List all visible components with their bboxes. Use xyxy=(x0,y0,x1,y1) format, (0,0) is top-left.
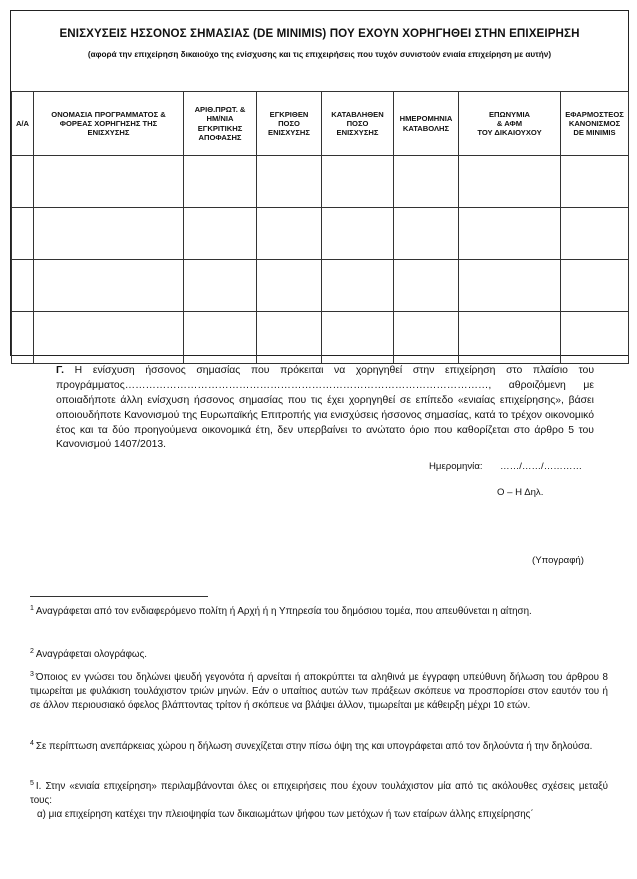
header-line: ΦΟΡΕΑΣ ΧΟΡΗΓΗΣΗΣ ΤΗΣ xyxy=(59,118,158,128)
header-line: ΕΓΚΡΙΘΕΝ xyxy=(269,109,309,119)
table-cell[interactable] xyxy=(12,312,34,364)
table-header-row xyxy=(12,92,629,156)
table-cell[interactable] xyxy=(257,208,322,260)
table-cell[interactable] xyxy=(459,260,561,312)
footnote-5 xyxy=(30,780,608,823)
form-title: ΕΝΙΣΧΥΣΕΙΣ ΗΣΣΟΝΟΣ ΣΗΜΑΣΙΑΣ (DE MINIMIS) ΠΟΥ ΕΧΟΥΝ ΧΟΡΗΓΗΘΕΙ ΣΤΗΝ ΕΠΙΧΕΙΡΗΣΗ xyxy=(59,27,580,40)
footnote-2 xyxy=(30,648,608,662)
paragraph-label: Γ. xyxy=(56,365,64,376)
header-line: ΗΜΕΡΟΜΗΝΙΑ xyxy=(399,114,453,124)
table-cell[interactable] xyxy=(561,260,629,312)
table-cell[interactable] xyxy=(12,208,34,260)
header-line: ΚΑΤΑΒΛΗΘΕΝ xyxy=(331,109,384,119)
table-row xyxy=(12,156,629,208)
table-row xyxy=(12,312,629,364)
footnote-item-a: α) μια επιχείρηση κατέχει την πλειοψηφία των δικαιωμάτων ψήφου των μετόχων ή των εταίρων άλλης επιχείρησης΄ xyxy=(37,809,534,821)
table-row xyxy=(12,208,629,260)
header-line: ΟΝΟΜΑΣΙΑ ΠΡΟΓΡΑΜΜΑΤΟΣ & xyxy=(51,109,166,119)
header-beneficiary xyxy=(459,92,561,156)
table-cell[interactable] xyxy=(184,260,257,312)
footnote-number: 3 xyxy=(30,670,34,678)
header-line: ΕΓΚΡΙΤΙΚΗΣ xyxy=(197,123,243,133)
footnote-number: 4 xyxy=(30,739,34,747)
header-decision-number xyxy=(184,92,257,156)
footnote-number: 5 xyxy=(30,779,34,787)
header-line: Α/Α xyxy=(15,118,30,128)
footnote-3 xyxy=(30,671,608,714)
header-line: ΚΑΝΟΝΙΣΜΟΣ xyxy=(568,118,621,128)
declarant-label: Ο – Η Δηλ. xyxy=(497,487,544,498)
header-line: DE MINIMIS xyxy=(573,128,616,138)
paragraph-body: αθροιζόμενη με οποιαδήποτε άλλη ενίσχυση ήσσονος σημασίας που τις έχει χορηγηθεί σε επίπεδο «ενιαίας επιχείρησης», βάσει οποιουδήποτε Κανονισμού της Ευρωπαϊκής Επιτροπής για ενισχύσεις ήσσονος σημασίας, κατά το τρέχον οικονομικό έτος και τα δύο προηγούμενα οικονομικά έτη, δεν υπερβαίνει το ανώτατο όριο που καθορίζεται στο άρθρο 5 του Κανονισμού 1407/2013. xyxy=(56,379,594,451)
de-minimis-form xyxy=(10,10,629,356)
table-cell[interactable] xyxy=(34,312,184,364)
table-cell[interactable] xyxy=(34,156,184,208)
paragraph-line-1: Η ενίσχυση ήσσονος σημασίας που πρόκειται να χορηγηθεί στην επιχείρηση στο πλαίσιο του προγράμματος……………………………………………………………………………………………, xyxy=(56,365,594,391)
header-line: & ΑΦΜ xyxy=(496,118,523,128)
table-cell[interactable] xyxy=(12,156,34,208)
footnote-text: Ι. Στην «ενιαία επιχείρηση» περιλαμβάνονται όλες οι επιχειρήσεις που έχουν τουλάχιστον μία από τις ακόλουθες σχέσεις μεταξύ τους: xyxy=(30,781,608,807)
header-payment-date xyxy=(394,92,459,156)
table-cell[interactable] xyxy=(561,156,629,208)
table-cell[interactable] xyxy=(322,156,394,208)
header-program-name xyxy=(34,92,184,156)
footnote-4 xyxy=(30,740,608,754)
table-cell[interactable] xyxy=(459,312,561,364)
table-cell[interactable] xyxy=(394,312,459,364)
header-line: ΑΠΟΦΑΣΗΣ xyxy=(198,132,242,142)
table-cell[interactable] xyxy=(322,312,394,364)
header-line: ΕΠΩΝΥΜΙΑ xyxy=(488,109,531,119)
footnote-text: Αναγράφεται από τον ενδιαφερόμενο πολίτη ή Αρχή ή η Υπηρεσία του δημόσιου τομέα, που απευθύνεται η αίτηση. xyxy=(35,606,532,617)
table-cell[interactable] xyxy=(184,312,257,364)
header-paid-amount xyxy=(322,92,394,156)
table-cell[interactable] xyxy=(561,208,629,260)
header-approved-amount xyxy=(257,92,322,156)
footnote-number: 1 xyxy=(30,604,34,612)
header-line: ΠΟΣΟ xyxy=(346,118,369,128)
header-line: ΕΦΑΡΜΟΣΤΕΟΣ xyxy=(565,109,624,119)
table-body xyxy=(12,156,629,364)
table-row xyxy=(12,260,629,312)
table-cell[interactable] xyxy=(459,156,561,208)
footnote-text: Όποιος εν γνώσει του δηλώνει ψευδή γεγονότα ή αρνείται ή αποκρύπτει τα αληθινά με έγγραφη υπεύθυνη δήλωση του άρθρου 8 τιμωρείται με φυλάκιση τουλάχιστον τριών μηνών. Εάν ο υπαίτιος αυτών των πράξεων σκόπευε να προσπορίσει στον εαυτόν του ή σε άλλον περιουσιακό όφελος βλάπτοντας τρίτον ή σκόπευε να βλάψει άλλον, τιμωρείται με κάθειρξη μέχρι 10 ετών. xyxy=(30,672,608,712)
signature-label: (Υπογραφή) xyxy=(532,555,584,566)
form-subtitle: (αφορά την επιχείρηση δικαιούχο της ενίσχυσης και τις επιχειρήσεις που τυχόν συνιστούν ενιαία επιχείρηση με αυτήν) xyxy=(87,50,552,59)
table-cell[interactable] xyxy=(394,260,459,312)
header-line: ΤΟΥ ΔΙΚΑΙΟΥΧΟΥ xyxy=(477,128,542,138)
table-cell[interactable] xyxy=(257,312,322,364)
table-cell[interactable] xyxy=(394,156,459,208)
aid-table xyxy=(11,91,629,364)
table-cell[interactable] xyxy=(257,260,322,312)
footnote-text: Σε περίπτωση ανεπάρκειας χώρου η δήλωση συνεχίζεται στην πίσω όψη της και υπογράφεται από τον δηλούντα ή την δηλούσα. xyxy=(35,741,593,752)
table-cell[interactable] xyxy=(394,208,459,260)
date-field[interactable]: ……/……/………… xyxy=(500,461,583,472)
footnote-number: 2 xyxy=(30,647,34,655)
table-cell[interactable] xyxy=(459,208,561,260)
header-line: ΚΑΤΑΒΟΛΗΣ xyxy=(402,123,450,133)
footnote-text: Αναγράφεται ολογράφως. xyxy=(35,649,148,660)
table-cell[interactable] xyxy=(12,260,34,312)
footnote-separator xyxy=(30,596,208,597)
header-aa xyxy=(12,92,34,156)
header-regulation xyxy=(561,92,629,156)
footnote-1 xyxy=(30,605,608,619)
header-line: ΗΜ/ΝΙΑ xyxy=(206,114,234,124)
header-line: ΑΡΙΘ.ΠΡΩΤ. & xyxy=(194,105,246,114)
header-line: ΕΝΙΣΧΥΣΗΣ xyxy=(268,128,310,138)
date-label: Ημερομηνία: xyxy=(429,461,483,472)
table-cell[interactable] xyxy=(184,208,257,260)
table-cell[interactable] xyxy=(322,260,394,312)
table-cell[interactable] xyxy=(322,208,394,260)
header-line: ΕΝΙΣΧΥΣΗΣ xyxy=(87,128,130,138)
header-line: ΕΝΙΣΧΥΣΗΣ xyxy=(336,128,379,138)
table-cell[interactable] xyxy=(561,312,629,364)
table-cell[interactable] xyxy=(257,156,322,208)
table-cell[interactable] xyxy=(34,260,184,312)
table-cell[interactable] xyxy=(184,156,257,208)
table-cell[interactable] xyxy=(34,208,184,260)
declaration-paragraph xyxy=(56,364,594,453)
header-line: ΠΟΣΟ xyxy=(278,118,300,128)
